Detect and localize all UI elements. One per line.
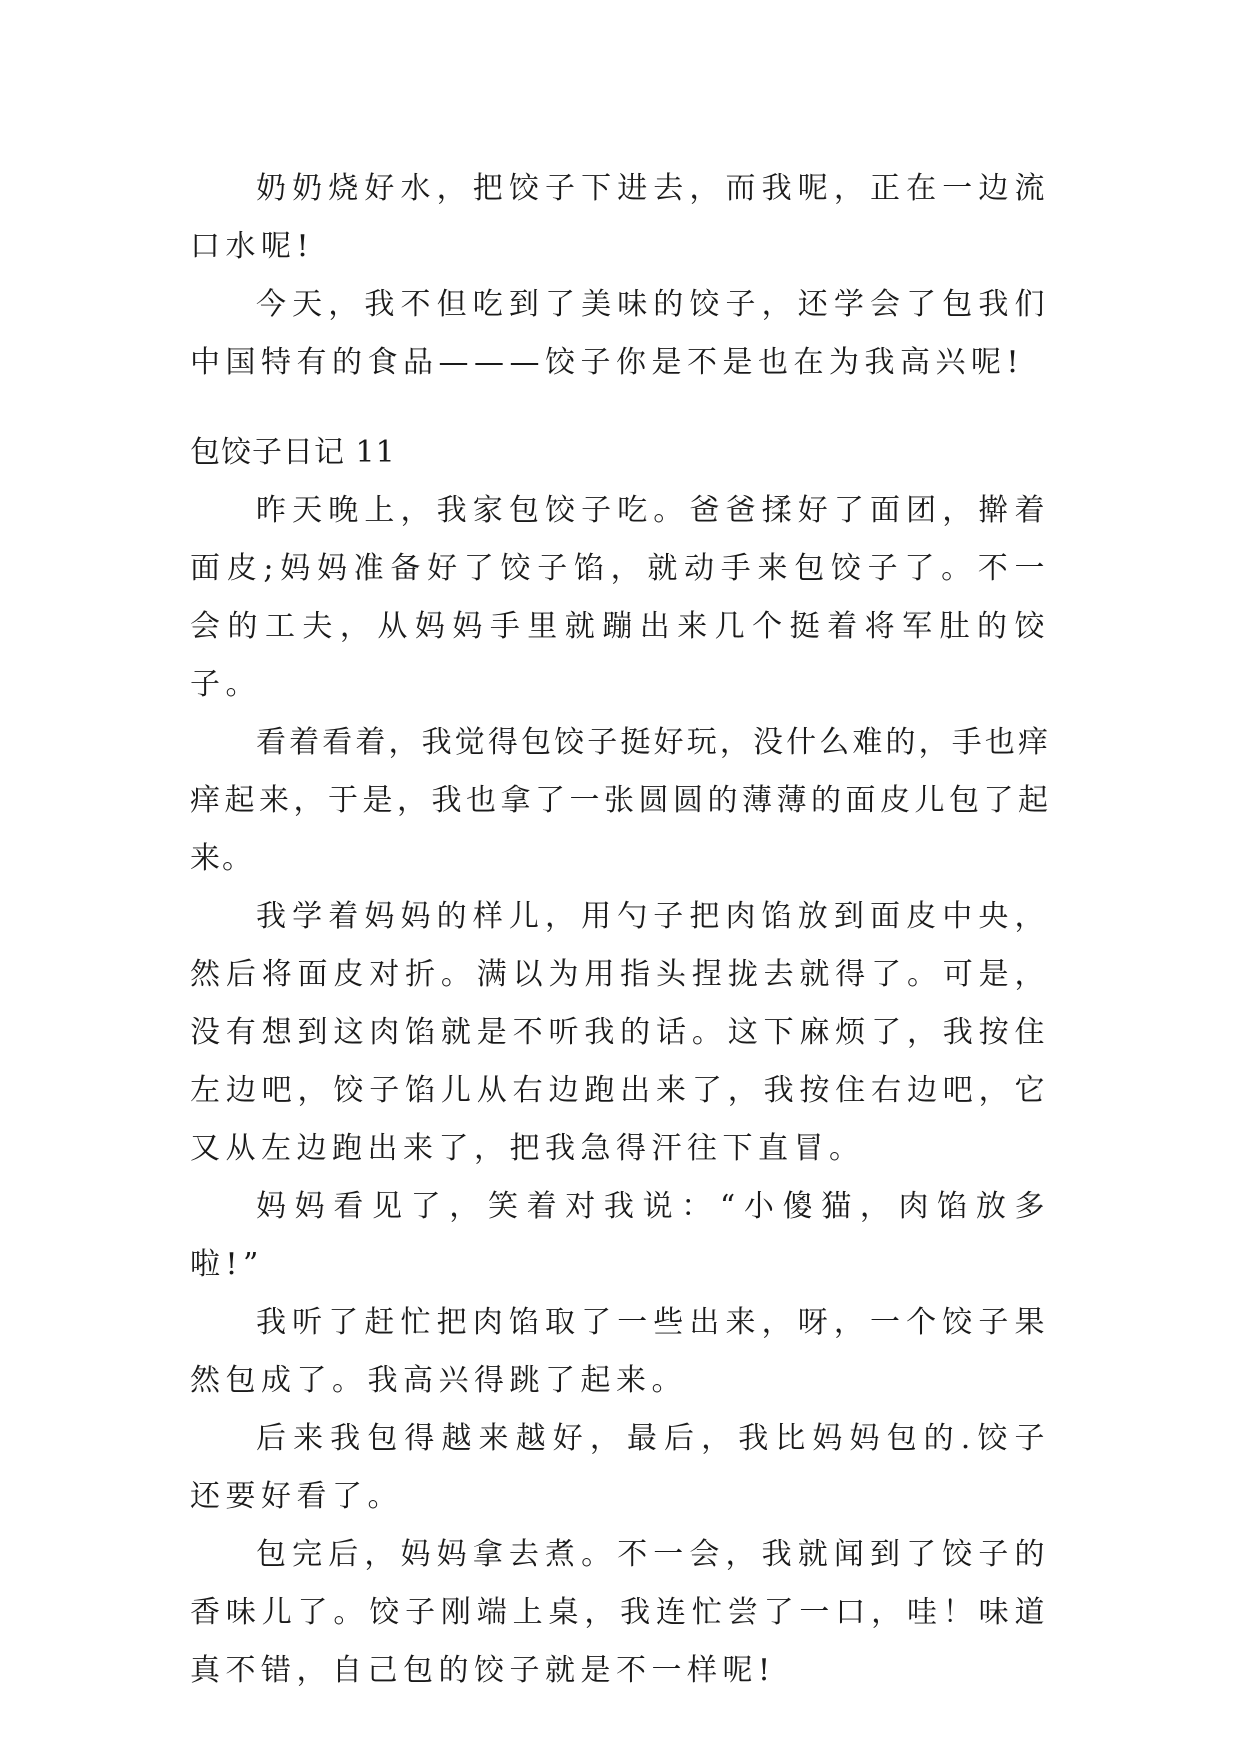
paragraph: 后来我包得越来越好，最后，我比妈妈包的.饺子还要好看了。 <box>190 1421 1050 1514</box>
paragraph: 看着看着，我觉得包饺子挺好玩，没什么难的，手也痒痒起来，于是，我也拿了一张圆圆的薄薄的面皮儿包了起来。 <box>190 725 1050 876</box>
paragraph: 妈妈看见了，笑着对我说：“小傻猫，肉馅放多啦!” <box>190 1189 1050 1282</box>
paragraph: 包完后，妈妈拿去煮。不一会，我就闻到了饺子的香味儿了。饺子刚端上桌，我连忙尝了一口，哇！味道真不错，自己包的饺子就是不一样呢! <box>190 1537 1050 1688</box>
paragraph: 我学着妈妈的样儿，用勺子把肉馅放到面皮中央，然后将面皮对折。满以为用指头捏拢去就得了。可是，没有想到这肉馅就是不听我的话。这下麻烦了，我按住左边吧，饺子馅儿从右边跑出来了，我按住右边吧，它又从左边跑出来了，把我急得汗往下直冒。 <box>190 899 1050 1166</box>
document-body <box>190 160 1050 1700</box>
paragraph: 今天，我不但吃到了美味的饺子，还学会了包我们中国特有的食品———饺子你是不是也在为我高兴呢! <box>190 287 1050 380</box>
paragraph: 我听了赶忙把肉馅取了一些出来，呀，一个饺子果然包成了。我高兴得跳了起来。 <box>190 1305 1050 1398</box>
paragraph: 奶奶烧好水，把饺子下进去，而我呢，正在一边流口水呢! <box>190 171 1050 264</box>
paragraph: 昨天晚上，我家包饺子吃。爸爸揉好了面团，擀着面皮;妈妈准备好了饺子馅，就动手来包饺子了。不一会的工夫，从妈妈手里就蹦出来几个挺着将军肚的饺子。 <box>190 493 1050 702</box>
section-title: 包饺子日记 11 <box>190 435 396 470</box>
